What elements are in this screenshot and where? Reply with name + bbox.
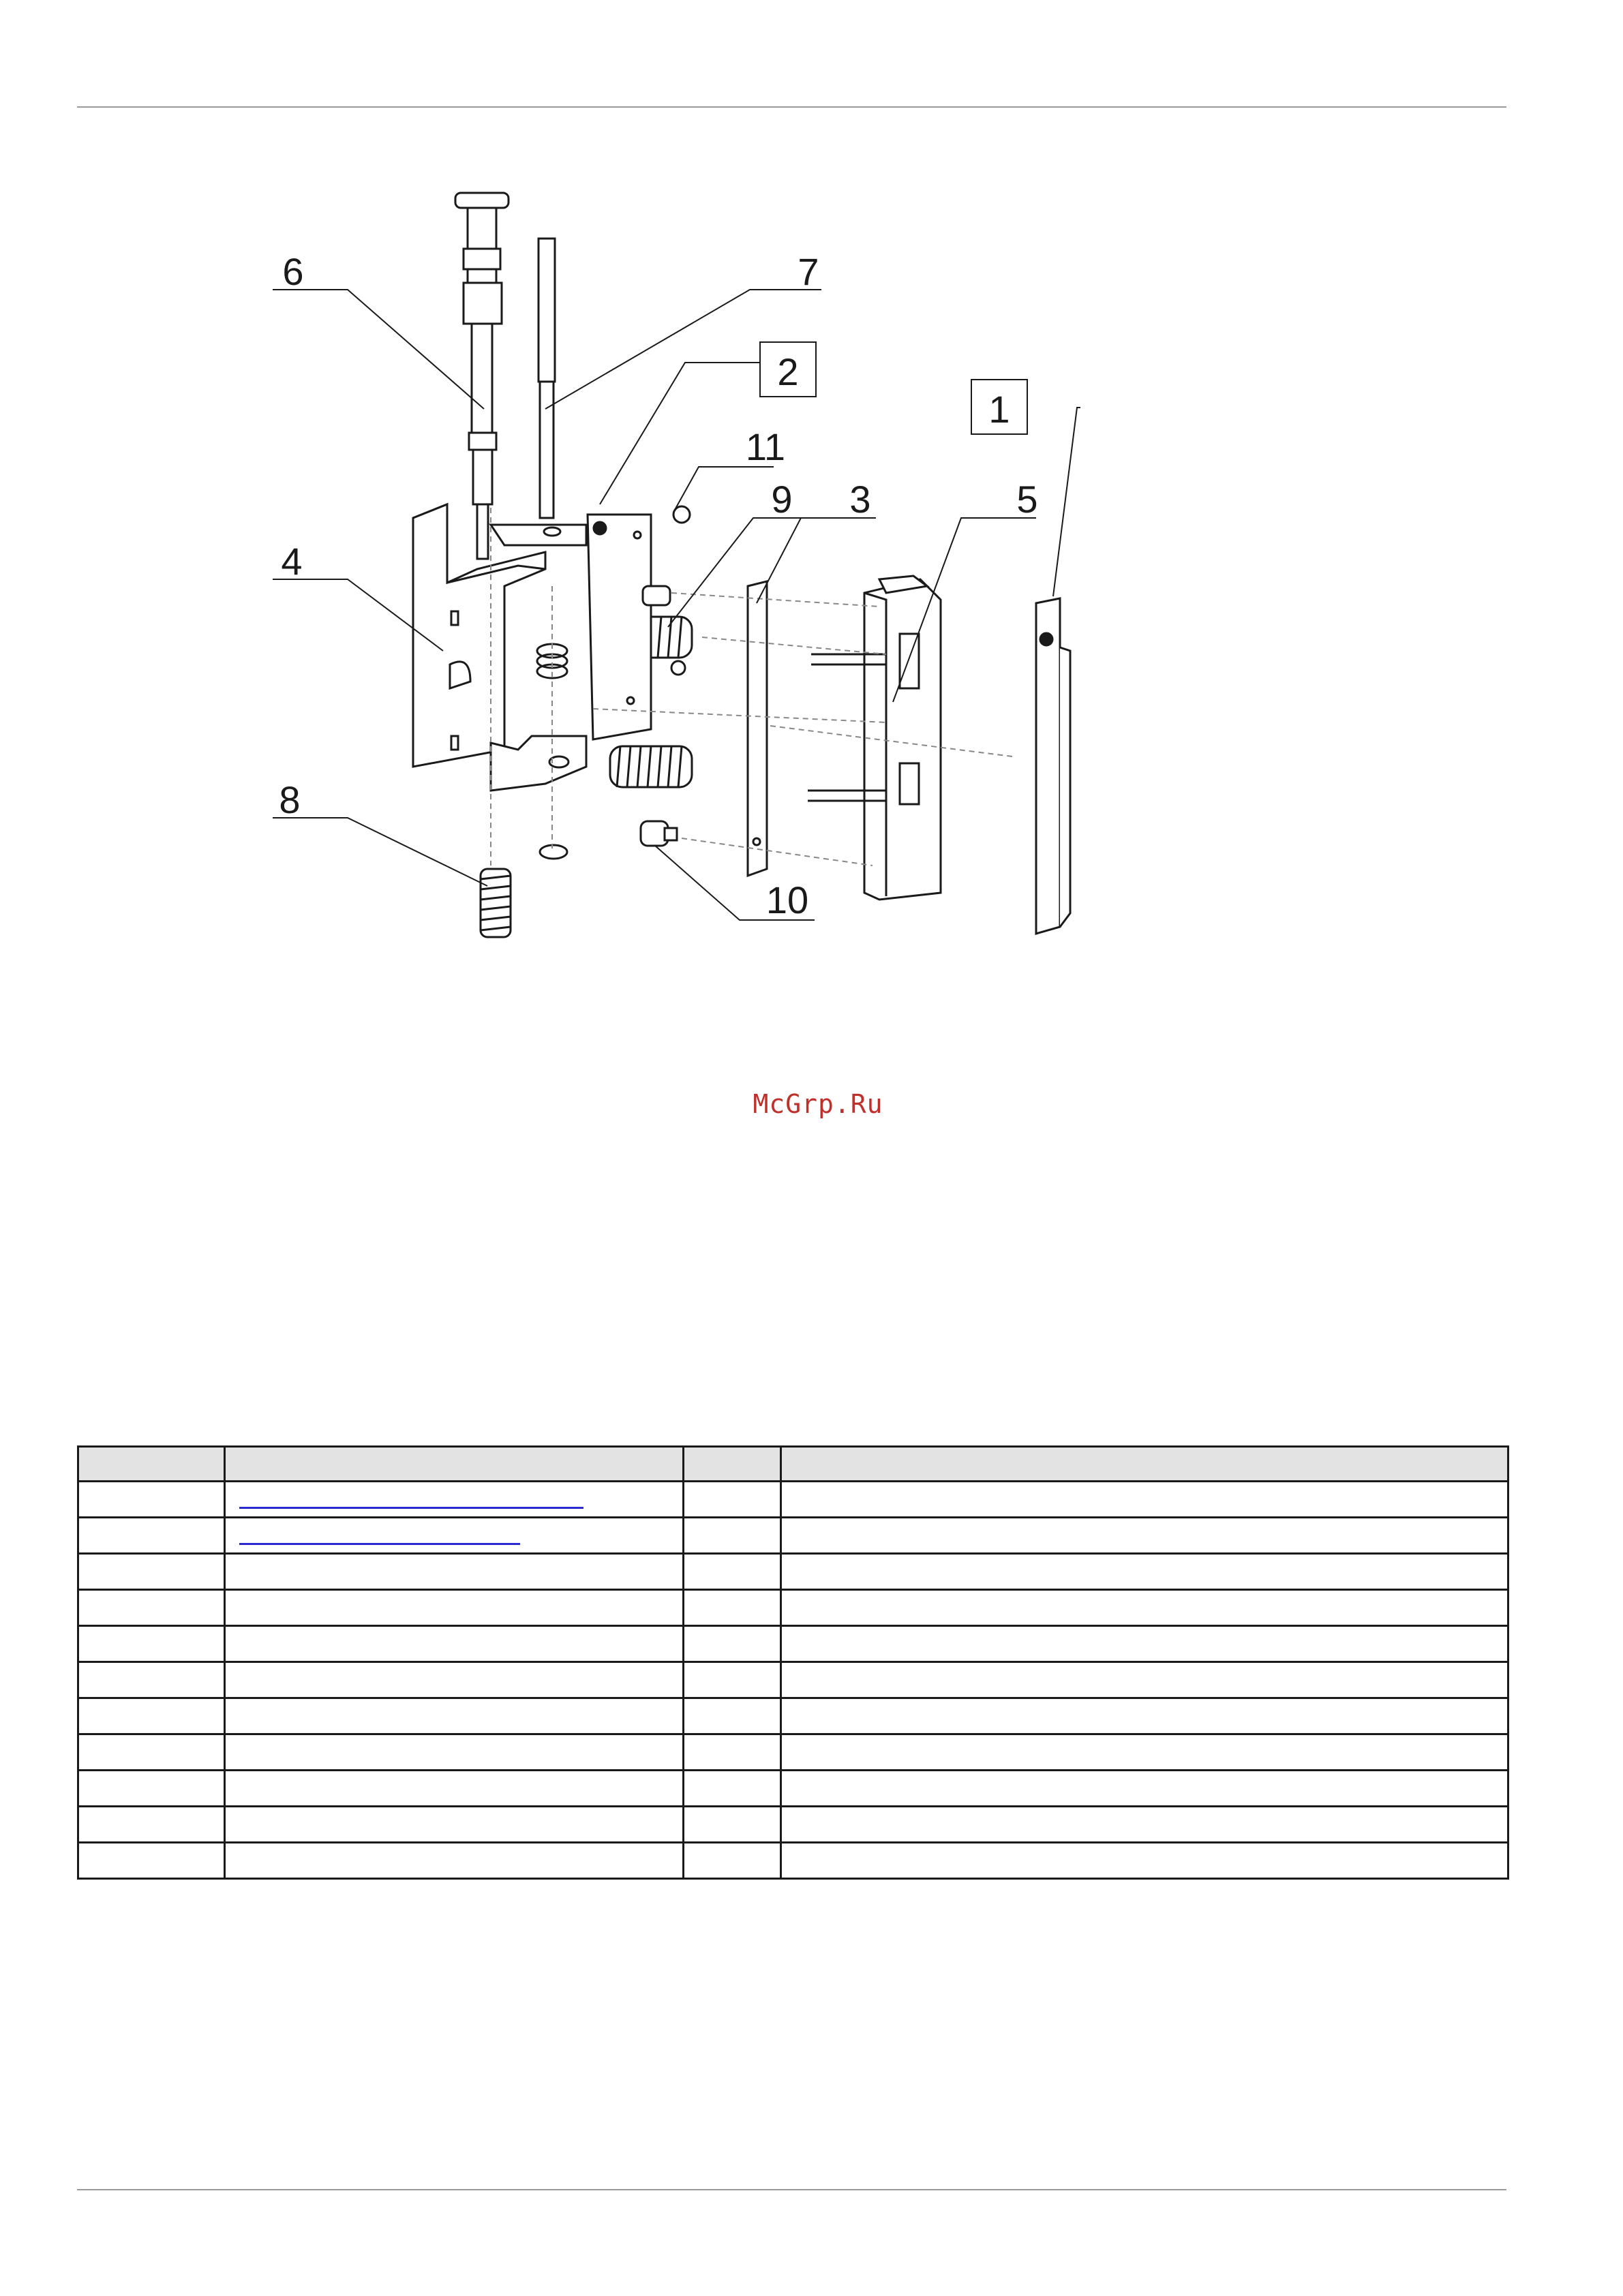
table-cell — [684, 1518, 781, 1554]
part-10-screw — [641, 821, 677, 846]
table-cell — [781, 1518, 1508, 1554]
table-row — [78, 1662, 1508, 1698]
table-cell — [684, 1590, 781, 1626]
hyperlink[interactable] — [239, 1543, 520, 1545]
bottom-rule — [77, 2189, 1506, 2190]
part-2-plate — [588, 515, 651, 739]
table-cell — [781, 1771, 1508, 1807]
link-cell[interactable] — [225, 1482, 684, 1518]
table-cell — [781, 1807, 1508, 1843]
table-row — [78, 1518, 1508, 1554]
callout-7: 7 — [798, 250, 819, 293]
table-cell — [78, 1843, 225, 1879]
table-cell — [78, 1590, 225, 1626]
table-row — [78, 1698, 1508, 1734]
table-cell — [78, 1771, 225, 1807]
header-cell — [225, 1447, 684, 1482]
callout-1: 1 — [988, 388, 1010, 431]
callout-3: 3 — [849, 478, 871, 521]
table-cell — [225, 1626, 684, 1662]
table-cell — [781, 1554, 1508, 1590]
table-cell — [781, 1482, 1508, 1518]
callout-5: 5 — [1016, 478, 1038, 521]
table-cell — [684, 1843, 781, 1879]
header-cell — [684, 1447, 781, 1482]
table-cell — [225, 1554, 684, 1590]
table-cell — [684, 1626, 781, 1662]
table-cell — [225, 1698, 684, 1734]
table-cell — [781, 1626, 1508, 1662]
table-cell — [225, 1843, 684, 1879]
part-1-cover — [1036, 598, 1070, 934]
callout-8: 8 — [279, 778, 301, 821]
table-cell — [78, 1807, 225, 1843]
part-5-casing — [808, 576, 941, 900]
table-row — [78, 1771, 1508, 1807]
table-cell — [225, 1590, 684, 1626]
link-cell[interactable] — [225, 1518, 684, 1554]
table-row — [78, 1734, 1508, 1771]
table-cell — [684, 1662, 781, 1698]
callout-11: 11 — [745, 425, 786, 468]
parts-table — [77, 1445, 1509, 1880]
part-3-bar — [748, 581, 767, 876]
table-cell — [78, 1554, 225, 1590]
table-cell — [684, 1698, 781, 1734]
hyperlink[interactable] — [239, 1507, 583, 1509]
small-bolt — [643, 586, 670, 605]
table-cell — [78, 1698, 225, 1734]
table-cell — [684, 1482, 781, 1518]
table-cell — [781, 1698, 1508, 1734]
table-row — [78, 1626, 1508, 1662]
table-cell — [684, 1734, 781, 1771]
callout-9: 9 — [771, 478, 793, 521]
table-cell — [684, 1554, 781, 1590]
table-header-row — [78, 1447, 1508, 1482]
part-6-plunger-rod — [455, 193, 509, 559]
callout-10: 10 — [765, 878, 809, 921]
part-8-spring — [481, 869, 511, 937]
table-cell — [684, 1771, 781, 1807]
table-row — [78, 1554, 1508, 1590]
table-row — [78, 1482, 1508, 1518]
header-cell — [781, 1447, 1508, 1482]
table-cell — [78, 1734, 225, 1771]
callout-6: 6 — [282, 250, 304, 293]
table-cell — [225, 1662, 684, 1698]
watermark: McGrp.Ru — [753, 1089, 883, 1119]
table-cell — [225, 1771, 684, 1807]
part-7-pin — [539, 239, 555, 518]
exploded-parts-diagram — [0, 0, 1623, 988]
table-cell — [78, 1518, 225, 1554]
table-cell — [225, 1734, 684, 1771]
table-cell — [781, 1662, 1508, 1698]
table-cell — [781, 1843, 1508, 1879]
table-cell — [78, 1626, 225, 1662]
callout-4: 4 — [281, 540, 303, 583]
table-cell — [781, 1734, 1508, 1771]
table-row — [78, 1807, 1508, 1843]
table-cell — [78, 1662, 225, 1698]
table-cell — [781, 1590, 1508, 1626]
table-cell — [225, 1807, 684, 1843]
header-cell — [78, 1447, 225, 1482]
table-row — [78, 1843, 1508, 1879]
table-cell — [78, 1482, 225, 1518]
callout-2: 2 — [777, 350, 799, 393]
table-cell — [684, 1807, 781, 1843]
table-row — [78, 1590, 1508, 1626]
